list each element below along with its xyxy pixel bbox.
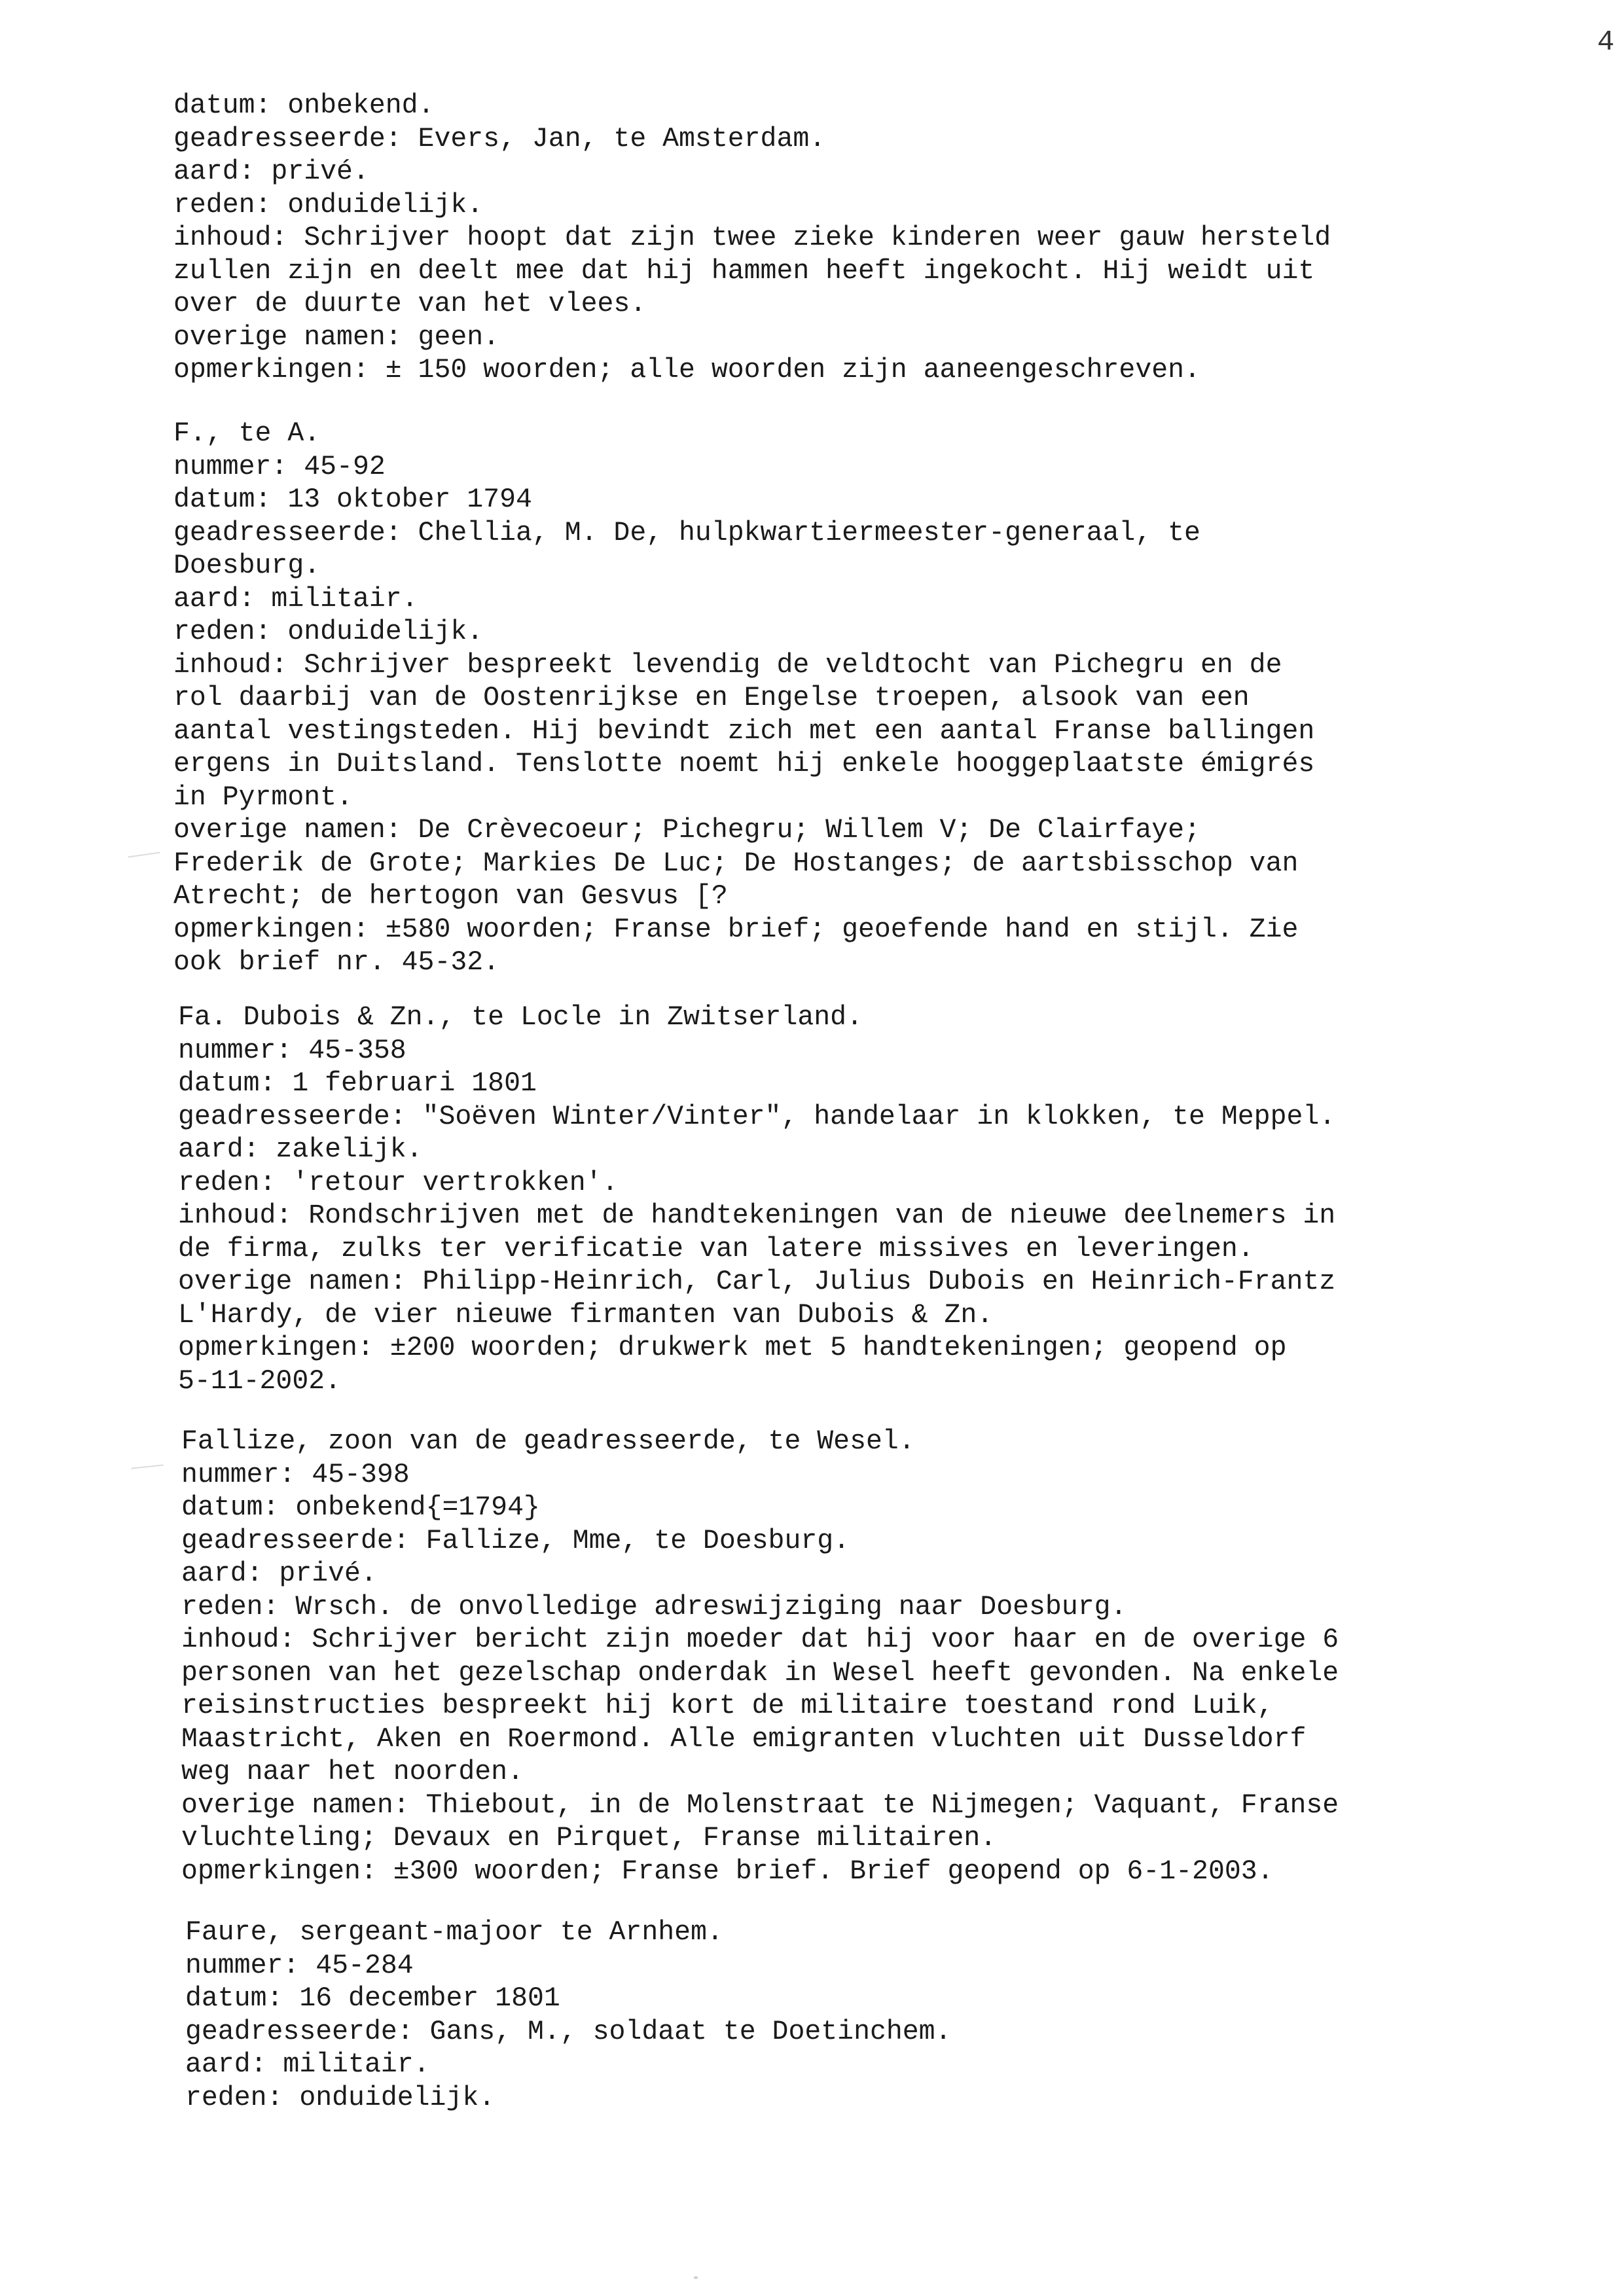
scan-artifact-mark xyxy=(131,1464,164,1469)
letter-entry xyxy=(173,418,1624,980)
entry-line-inhoud: reisinstructies bespreekt hij kort de militaire toestand rond Luik, xyxy=(181,1691,1274,1721)
entry-line-sender: Faure, sergeant-majoor te Arnhem. xyxy=(185,1917,723,1948)
entry-line-opmerkingen: ook brief nr. 45-32. xyxy=(173,947,500,978)
entry-line-inhoud: inhoud: Schrijver bericht zijn moeder dat hij voor haar en de overige 6 xyxy=(181,1624,1339,1655)
entry-line-nummer: nummer: 45-398 xyxy=(181,1459,410,1490)
page-number: 4 xyxy=(1597,26,1615,59)
entry-line-overige-namen: overige namen: De Crèvecoeur; Pichegru; Willem V; De Clairfaye; xyxy=(173,815,1200,846)
entry-line-geadresseerde: geadresseerde: Evers, Jan, te Amsterdam. xyxy=(173,123,826,154)
entry-line-overige-namen: vluchteling; Devaux en Pirquet, Franse militairen. xyxy=(181,1823,997,1854)
entry-line-reden: reden: Wrsch. de onvolledige adreswijziging naar Doesburg. xyxy=(181,1591,1127,1623)
entry-line-opmerkingen: opmerkingen: ±200 woorden; drukwerk met 5 handtekeningen; geopend op xyxy=(178,1333,1287,1363)
entry-line-nummer: nummer: 45-284 xyxy=(185,1950,414,1981)
letter-entry xyxy=(178,1001,1624,1398)
entry-line-opmerkingen: opmerkingen: ±580 woorden; Franse brief; geoefende hand en stijl. Zie xyxy=(173,914,1299,945)
entry-line-datum: datum: 1 februari 1801 xyxy=(178,1068,537,1099)
entry-line-datum: datum: 13 oktober 1794 xyxy=(173,484,532,515)
entry-line-inhoud: in Pyrmont. xyxy=(173,781,353,813)
entry-line-overige-namen: overige namen: Philipp-Heinrich, Carl, Julius Dubois en Heinrich-Frantz xyxy=(178,1266,1336,1297)
entry-line-overige-namen: overige namen: Thiebout, in de Molenstraat te Nijmegen; Vaquant, Franse xyxy=(181,1789,1339,1821)
entry-line-overige-namen: Frederik de Grote; Markies De Luc; De Hostanges; de aartsbisschop van xyxy=(173,848,1299,879)
scan-artifact-mark xyxy=(128,852,160,858)
entry-line-sender: Fallize, zoon van de geadresseerde, te Wesel. xyxy=(181,1426,915,1457)
entry-line-reden: reden: onduidelijk. xyxy=(185,2082,496,2113)
entry-line-inhoud: weg naar het noorden. xyxy=(181,1757,524,1787)
entry-line-aard: aard: zakelijk. xyxy=(178,1134,423,1165)
entry-line-geadresseerde: geadresseerde: Fallize, Mme, te Doesburg. xyxy=(181,1525,850,1556)
letter-entry xyxy=(173,90,1624,387)
entry-line-overige-namen: L'Hardy, de vier nieuwe firmanten van Dubois & Zn. xyxy=(178,1299,994,1331)
entry-line-opmerkingen: 5-11-2002. xyxy=(178,1365,342,1397)
entry-line-geadresseerde: Doesburg. xyxy=(173,550,321,581)
letter-entry xyxy=(181,1426,1624,1888)
entry-line-geadresseerde: geadresseerde: Gans, M., soldaat te Doetinchem. xyxy=(185,2016,952,2047)
entry-line-overige-namen: overige namen: geen. xyxy=(173,321,500,353)
entry-line-aard: aard: privé. xyxy=(181,1558,377,1589)
entry-line-reden: reden: onduidelijk. xyxy=(173,189,484,221)
entry-line-overige-namen: Atrecht; de hertogon van Gesvus [? xyxy=(173,881,728,912)
entry-line-inhoud: Maastricht, Aken en Roermond. Alle emigranten vluchten uit Dusseldorf xyxy=(181,1723,1307,1755)
entry-line-aard: aard: militair. xyxy=(173,583,418,615)
entry-line-datum: datum: onbekend. xyxy=(173,90,435,121)
entry-line-inhoud: zullen zijn en deelt mee dat hij hammen heeft ingekocht. Hij weidt uit xyxy=(173,255,1315,287)
entry-line-datum: datum: 16 december 1801 xyxy=(185,1983,560,2014)
entry-line-inhoud: inhoud: Rondschrijven met de handtekeningen van de nieuwe deelnemers in xyxy=(178,1200,1336,1231)
entry-line-aard: aard: privé. xyxy=(173,156,369,187)
entry-line-reden: reden: onduidelijk. xyxy=(173,617,484,647)
entry-line-inhoud: inhoud: Schrijver hoopt dat zijn twee zieke kinderen weer gauw hersteld xyxy=(173,223,1331,253)
entry-line-geadresseerde: geadresseerde: "Soëven Winter/Vinter", handelaar in klokken, te Meppel. xyxy=(178,1101,1336,1132)
entry-line-inhoud: aantal vestingsteden. Hij bevindt zich met een aantal Franse ballingen xyxy=(173,715,1315,747)
entry-line-inhoud: over de duurte van het vlees. xyxy=(173,289,647,319)
scan-artifact-dot xyxy=(694,2276,698,2279)
entry-line-inhoud: rol daarbij van de Oostenrijkse en Engelse troepen, alsook van een xyxy=(173,683,1250,713)
entry-line-inhoud: ergens in Duitsland. Tenslotte noemt hij enkele hooggeplaatste émigrés xyxy=(173,749,1315,780)
entry-line-reden: reden: 'retour vertrokken'. xyxy=(178,1167,619,1198)
entry-line-nummer: nummer: 45-92 xyxy=(173,451,386,482)
entry-line-datum: datum: onbekend{=1794} xyxy=(181,1492,540,1523)
entry-line-sender: F., te A. xyxy=(173,418,321,449)
entry-line-inhoud: personen van het gezelschap onderdak in Wesel heeft gevonden. Na enkele xyxy=(181,1657,1339,1689)
entry-line-geadresseerde: geadresseerde: Chellia, M. De, hulpkwartiermeester-generaal, te xyxy=(173,517,1200,548)
entry-line-nummer: nummer: 45-358 xyxy=(178,1035,406,1066)
entry-line-opmerkingen: opmerkingen: ±300 woorden; Franse brief. Brief geopend op 6-1-2003. xyxy=(181,1856,1274,1887)
entry-line-inhoud: inhoud: Schrijver bespreekt levendig de veldtocht van Pichegru en de xyxy=(173,649,1282,681)
entry-line-opmerkingen: opmerkingen: ± 150 woorden; alle woorden zijn aaneengeschreven. xyxy=(173,355,1200,386)
entry-line-aard: aard: militair. xyxy=(185,2049,430,2080)
entry-line-inhoud: de firma, zulks ter verificatie van latere missives en leveringen. xyxy=(178,1233,1254,1265)
letter-entry xyxy=(185,1916,1624,2115)
entry-line-sender: Fa. Dubois & Zn., te Locle in Zwitserland. xyxy=(178,1002,863,1033)
